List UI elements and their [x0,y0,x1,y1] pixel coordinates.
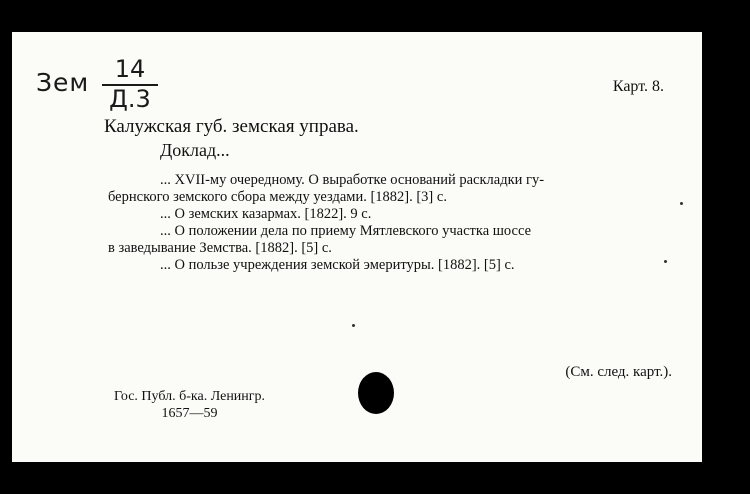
entry-first-line: ... XVII-му очередному. О выработке оснований раскладки гу- [160,172,545,188]
call-number-prefix: Зем [36,68,90,97]
library-name: Гос. Публ. б-ка. Ленингр. [114,389,266,404]
call-number-denominator: Д.3 [109,85,151,113]
entry-continuation: бернского земского сбора между уездами. [1882]. [3] с. [108,189,447,205]
entry-item [108,172,668,206]
call-number-fraction [102,56,158,112]
punch-hole [358,372,394,414]
entry-continuation: в заведывание Земства. [1882]. [5] с. [108,240,332,256]
card-subheading: Доклад... [160,140,230,160]
entry-first-line: ... О земских казармах. [1822]. 9 с. [160,206,372,222]
entry-item [108,206,668,223]
entry-first-line: ... О положении дела по приему Мятлевского участка шоссе [160,223,532,239]
scan-speck [664,260,667,263]
entry-first-line: ... О пользе учреждения земской эмеритуры. [1882]. [5] с. [160,257,515,273]
library-print-number: 1657—59 [161,406,218,421]
catalog-card [12,32,702,462]
card-number: Карт. 8. [612,78,664,95]
entry-item [108,257,668,274]
entry-item [108,223,668,257]
entry-list [108,172,668,274]
card-heading: Калужская губ. земская управа. [104,116,359,137]
see-next-card-note: (См. след. карт.). [565,364,672,380]
scan-speck [680,202,683,205]
library-stamp [114,388,265,422]
scan-speck [352,324,355,327]
call-number-numerator: 14 [114,55,146,83]
